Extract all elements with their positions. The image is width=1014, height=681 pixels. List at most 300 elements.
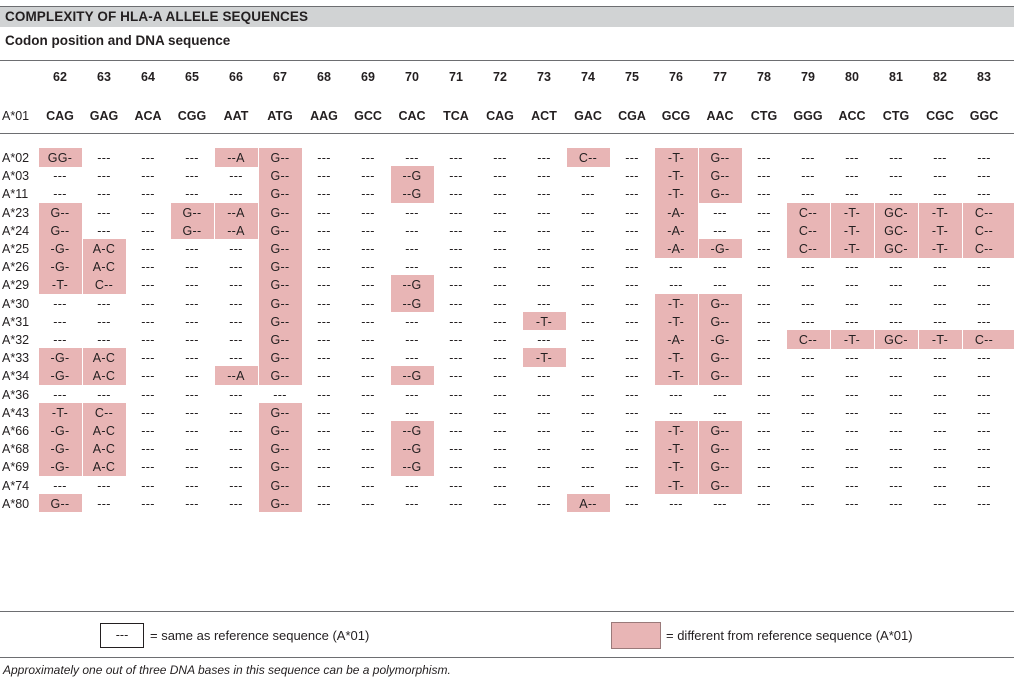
sequence-cell: G-- bbox=[270, 205, 290, 220]
sequence-cell: --- bbox=[493, 242, 507, 256]
reference-codon: TCA bbox=[443, 109, 469, 123]
sequence-cell: G-- bbox=[710, 460, 730, 475]
reference-codon: AAC bbox=[706, 109, 734, 123]
sequence-cell: --G bbox=[402, 442, 422, 457]
reference-codon: ACA bbox=[134, 109, 162, 123]
codon-header-74: 74 bbox=[581, 70, 595, 84]
sequence-cell: --- bbox=[977, 351, 991, 366]
sequence-cell: --- bbox=[141, 314, 155, 329]
codon-header-78: 78 bbox=[757, 70, 771, 84]
sequence-cell: --- bbox=[361, 223, 375, 238]
sequence-cell: --- bbox=[185, 169, 199, 184]
sequence-cell: --- bbox=[977, 314, 991, 329]
codon-header-75: 75 bbox=[625, 70, 639, 84]
sequence-cell: --- bbox=[97, 314, 111, 329]
reference-codon: ACC bbox=[838, 109, 866, 123]
reference-codon: ATG bbox=[267, 109, 293, 123]
sequence-cell: --- bbox=[581, 242, 595, 256]
sequence-cell: --- bbox=[141, 424, 155, 438]
sequence-cell: --- bbox=[53, 478, 67, 493]
sequence-cell: -T- bbox=[51, 405, 69, 420]
sequence-cell: --- bbox=[493, 278, 507, 293]
sequence-cell: G-- bbox=[50, 223, 70, 238]
sequence-cell: -T- bbox=[667, 460, 685, 475]
sequence-cell: --- bbox=[449, 187, 463, 202]
sequence-cell: --- bbox=[889, 460, 903, 475]
codon-header-82: 82 bbox=[933, 70, 947, 84]
sequence-cell: G-- bbox=[710, 314, 730, 329]
sequence-cell: --- bbox=[361, 496, 375, 511]
sequence-cell: --- bbox=[801, 351, 815, 366]
sequence-cell: --- bbox=[493, 205, 507, 220]
reference-codon: AAT bbox=[223, 109, 249, 123]
codon-header-73: 73 bbox=[537, 70, 551, 84]
sequence-cell: --- bbox=[933, 424, 947, 438]
sequence-cell: --- bbox=[933, 260, 947, 275]
sequence-cell: --- bbox=[537, 442, 551, 457]
sequence-cell: --- bbox=[889, 405, 903, 420]
sequence-cell: G-- bbox=[270, 478, 290, 493]
codon-header-80: 80 bbox=[845, 70, 859, 84]
sequence-cell: -A- bbox=[667, 333, 685, 347]
sequence-cell: --- bbox=[537, 460, 551, 475]
sequence-cell: --- bbox=[977, 442, 991, 457]
sequence-cell: --- bbox=[449, 205, 463, 220]
sequence-cell: --- bbox=[537, 169, 551, 184]
sequence-cell: --- bbox=[625, 151, 639, 165]
reference-codon: GAG bbox=[89, 109, 119, 123]
sequence-cell: -T- bbox=[667, 314, 685, 329]
sequence-cell: --- bbox=[933, 369, 947, 384]
allele-label: A*80 bbox=[2, 496, 30, 511]
allele-label: A*32 bbox=[2, 333, 30, 347]
sequence-cell: --G bbox=[402, 369, 422, 384]
sequence-cell: --- bbox=[449, 223, 463, 238]
sequence-cell: A-C bbox=[92, 424, 116, 438]
table-title: COMPLEXITY OF HLA-A ALLELE SEQUENCES bbox=[5, 9, 309, 24]
sequence-cell: --- bbox=[53, 169, 67, 184]
sequence-cell: --- bbox=[229, 314, 243, 329]
sequence-cell: G-- bbox=[270, 278, 290, 293]
sequence-cell: --- bbox=[361, 278, 375, 293]
sequence-cell: --- bbox=[625, 442, 639, 457]
sequence-cell: --- bbox=[185, 260, 199, 275]
sequence-cell: --- bbox=[889, 424, 903, 438]
sequence-cell: G-- bbox=[270, 351, 290, 366]
allele-label: A*02 bbox=[2, 151, 30, 165]
sequence-cell: --- bbox=[581, 260, 595, 275]
sequence-cell: --- bbox=[405, 151, 419, 165]
sequence-cell: --- bbox=[361, 478, 375, 493]
sequence-cell: --- bbox=[933, 460, 947, 475]
sequence-cell: G-- bbox=[710, 187, 730, 202]
table-title-bar bbox=[0, 6, 1014, 27]
sequence-cell: G-- bbox=[710, 478, 730, 493]
sequence-cell: GG- bbox=[47, 151, 73, 165]
sequence-cell: --- bbox=[801, 478, 815, 493]
sequence-cell: --- bbox=[229, 496, 243, 511]
sequence-cell: --- bbox=[977, 460, 991, 475]
sequence-cell: --- bbox=[273, 387, 287, 402]
sequence-cell: --- bbox=[493, 387, 507, 402]
sequence-cell: --- bbox=[625, 187, 639, 202]
sequence-cell: --- bbox=[977, 278, 991, 293]
sequence-cell: --- bbox=[229, 333, 243, 347]
sequence-cell: --- bbox=[361, 242, 375, 256]
divider-legend-top bbox=[0, 611, 1014, 612]
sequence-cell: --- bbox=[493, 187, 507, 202]
sequence-cell: --- bbox=[141, 223, 155, 238]
reference-codon: CTG bbox=[750, 109, 778, 123]
sequence-cell: --- bbox=[53, 187, 67, 202]
sequence-cell: G-- bbox=[270, 223, 290, 238]
sequence-cell: G-- bbox=[270, 333, 290, 347]
sequence-cell: --- bbox=[493, 223, 507, 238]
sequence-cell: --- bbox=[229, 442, 243, 457]
sequence-cell: --- bbox=[449, 496, 463, 511]
sequence-cell: --- bbox=[889, 369, 903, 384]
sequence-cell: --- bbox=[229, 351, 243, 366]
sequence-cell: --- bbox=[801, 169, 815, 184]
sequence-cell: --- bbox=[669, 496, 683, 511]
sequence-cell: --- bbox=[361, 351, 375, 366]
sequence-cell: --- bbox=[933, 442, 947, 457]
sequence-cell: --- bbox=[801, 151, 815, 165]
sequence-cell: -G- bbox=[50, 260, 70, 275]
codon-header-65: 65 bbox=[185, 70, 199, 84]
sequence-cell: --- bbox=[669, 278, 683, 293]
sequence-cell: --- bbox=[889, 442, 903, 457]
sequence-cell: --- bbox=[317, 314, 331, 329]
sequence-cell: --- bbox=[581, 278, 595, 293]
sequence-cell: G-- bbox=[270, 424, 290, 438]
sequence-cell: --- bbox=[405, 387, 419, 402]
sequence-cell: --- bbox=[185, 424, 199, 438]
sequence-cell: --- bbox=[141, 242, 155, 256]
codon-header-62: 62 bbox=[53, 70, 67, 84]
sequence-cell: --- bbox=[801, 442, 815, 457]
sequence-cell: --- bbox=[537, 405, 551, 420]
sequence-cell: --- bbox=[845, 278, 859, 293]
sequence-cell: --- bbox=[801, 405, 815, 420]
sequence-cell: --- bbox=[361, 405, 375, 420]
sequence-cell: --- bbox=[317, 442, 331, 457]
sequence-cell: --- bbox=[537, 205, 551, 220]
sequence-cell: --- bbox=[53, 387, 67, 402]
sequence-cell: --- bbox=[845, 496, 859, 511]
sequence-cell: --- bbox=[53, 333, 67, 347]
sequence-cell: --- bbox=[757, 442, 771, 457]
sequence-cell: --- bbox=[537, 387, 551, 402]
sequence-cell: --- bbox=[97, 187, 111, 202]
sequence-cell: --- bbox=[625, 405, 639, 420]
legend-different-label: = different from reference sequence (A*01) bbox=[666, 628, 913, 643]
sequence-cell: --- bbox=[625, 460, 639, 475]
sequence-cell: GC- bbox=[884, 223, 908, 238]
allele-label: A*26 bbox=[2, 260, 30, 275]
sequence-cell: --- bbox=[757, 260, 771, 275]
sequence-cell: G-- bbox=[270, 496, 290, 511]
sequence-cell: --- bbox=[977, 496, 991, 511]
sequence-cell: --- bbox=[845, 151, 859, 165]
sequence-cell: --- bbox=[757, 496, 771, 511]
sequence-cell: --- bbox=[449, 169, 463, 184]
sequence-cell: --- bbox=[141, 351, 155, 366]
sequence-cell: C-- bbox=[578, 151, 598, 165]
sequence-cell: --- bbox=[977, 151, 991, 165]
sequence-cell: --- bbox=[537, 260, 551, 275]
sequence-cell: -G- bbox=[50, 369, 70, 384]
reference-codon: GCC bbox=[354, 109, 382, 123]
sequence-cell: --- bbox=[229, 478, 243, 493]
allele-label: A*33 bbox=[2, 351, 30, 366]
sequence-cell: --- bbox=[449, 351, 463, 366]
sequence-cell: G-- bbox=[270, 151, 290, 165]
sequence-cell: --- bbox=[889, 478, 903, 493]
sequence-cell: --- bbox=[889, 351, 903, 366]
sequence-cell: --- bbox=[977, 405, 991, 420]
sequence-cell: --- bbox=[625, 296, 639, 311]
sequence-cell: A-C bbox=[92, 242, 116, 256]
sequence-cell: --- bbox=[317, 405, 331, 420]
sequence-cell: --- bbox=[141, 496, 155, 511]
sequence-cell: --- bbox=[185, 242, 199, 256]
sequence-cell: --- bbox=[493, 369, 507, 384]
sequence-cell: -T- bbox=[843, 205, 861, 220]
sequence-cell: G-- bbox=[182, 205, 202, 220]
sequence-cell: G-- bbox=[270, 187, 290, 202]
sequence-cell: --- bbox=[185, 369, 199, 384]
sequence-cell: --- bbox=[625, 205, 639, 220]
sequence-cell: G-- bbox=[270, 169, 290, 184]
sequence-cell: --- bbox=[185, 278, 199, 293]
sequence-cell: --- bbox=[757, 296, 771, 311]
sequence-cell: --- bbox=[185, 314, 199, 329]
sequence-cell: G-- bbox=[270, 260, 290, 275]
sequence-cell: --- bbox=[185, 187, 199, 202]
sequence-cell: --- bbox=[713, 260, 727, 275]
sequence-cell: -T- bbox=[931, 223, 949, 238]
sequence-cell: C-- bbox=[94, 278, 114, 293]
sequence-cell: --- bbox=[889, 296, 903, 311]
sequence-cell: --- bbox=[141, 205, 155, 220]
sequence-cell: --- bbox=[757, 242, 771, 256]
sequence-cell: --- bbox=[361, 387, 375, 402]
sequence-cell: --- bbox=[185, 296, 199, 311]
sequence-cell: G-- bbox=[270, 242, 290, 256]
sequence-cell: --- bbox=[933, 387, 947, 402]
sequence-cell: --- bbox=[933, 405, 947, 420]
sequence-cell: --- bbox=[977, 187, 991, 202]
codon-header-71: 71 bbox=[449, 70, 463, 84]
legend-same-swatch: --- bbox=[100, 623, 144, 648]
footnote: Approximately one out of three DNA bases in this sequence can be a polymorphism. bbox=[3, 663, 451, 677]
sequence-cell: --- bbox=[97, 387, 111, 402]
reference-codon: GGC bbox=[969, 109, 999, 123]
allele-label: A*24 bbox=[2, 223, 30, 238]
sequence-cell: --- bbox=[757, 387, 771, 402]
sequence-cell: --- bbox=[713, 496, 727, 511]
sequence-cell: --- bbox=[405, 333, 419, 347]
sequence-cell: --- bbox=[229, 278, 243, 293]
sequence-cell: --- bbox=[669, 260, 683, 275]
sequence-cell: --- bbox=[845, 387, 859, 402]
sequence-cell: -T- bbox=[843, 242, 861, 256]
sequence-cell: --- bbox=[889, 496, 903, 511]
sequence-cell: --- bbox=[141, 369, 155, 384]
codon-header-72: 72 bbox=[493, 70, 507, 84]
sequence-cell: --- bbox=[581, 369, 595, 384]
sequence-cell: --- bbox=[713, 205, 727, 220]
sequence-cell: --- bbox=[801, 296, 815, 311]
sequence-cell: A-C bbox=[92, 442, 116, 457]
sequence-cell: --- bbox=[493, 169, 507, 184]
legend-same-label: = same as reference sequence (A*01) bbox=[150, 628, 370, 643]
sequence-cell: --- bbox=[317, 496, 331, 511]
sequence-cell: G-- bbox=[710, 442, 730, 457]
sequence-cell: --- bbox=[97, 151, 111, 165]
sequence-cell: --G bbox=[402, 424, 422, 438]
sequence-cell: --- bbox=[449, 424, 463, 438]
sequence-cell: -A- bbox=[667, 242, 685, 256]
sequence-cell: --- bbox=[757, 478, 771, 493]
sequence-cell: G-- bbox=[710, 369, 730, 384]
sequence-cell: -G- bbox=[50, 424, 70, 438]
sequence-cell: --- bbox=[757, 333, 771, 347]
sequence-cell: --- bbox=[317, 278, 331, 293]
sequence-cell: GC- bbox=[884, 242, 908, 256]
sequence-cell: --- bbox=[493, 351, 507, 366]
sequence-cell: --- bbox=[933, 296, 947, 311]
sequence-cell: --- bbox=[977, 260, 991, 275]
sequence-cell: G-- bbox=[710, 424, 730, 438]
sequence-cell: --- bbox=[669, 405, 683, 420]
sequence-cell: G-- bbox=[50, 205, 70, 220]
sequence-cell: --- bbox=[537, 151, 551, 165]
sequence-cell: --- bbox=[801, 278, 815, 293]
sequence-cell: --- bbox=[449, 478, 463, 493]
sequence-cell: --- bbox=[889, 169, 903, 184]
sequence-cell: --- bbox=[977, 169, 991, 184]
sequence-cell: A-C bbox=[92, 369, 116, 384]
sequence-cell: C-- bbox=[974, 242, 994, 256]
sequence-cell: --- bbox=[449, 442, 463, 457]
allele-label: A*03 bbox=[2, 169, 30, 184]
sequence-cell: --- bbox=[141, 260, 155, 275]
sequence-cell: --- bbox=[625, 369, 639, 384]
sequence-cell: --- bbox=[405, 496, 419, 511]
sequence-cell: --- bbox=[845, 460, 859, 475]
sequence-cell: -T- bbox=[535, 351, 553, 366]
sequence-cell: G-- bbox=[710, 296, 730, 311]
sequence-cell: --- bbox=[933, 169, 947, 184]
sequence-cell: --- bbox=[97, 496, 111, 511]
sequence-cell: --- bbox=[801, 187, 815, 202]
legend-different-swatch bbox=[611, 622, 661, 649]
sequence-cell: --- bbox=[977, 369, 991, 384]
sequence-cell: --- bbox=[845, 405, 859, 420]
sequence-cell: --- bbox=[317, 460, 331, 475]
sequence-cell: --- bbox=[449, 260, 463, 275]
sequence-cell: --- bbox=[141, 460, 155, 475]
sequence-cell: --- bbox=[581, 187, 595, 202]
codon-header-81: 81 bbox=[889, 70, 903, 84]
sequence-cell: --- bbox=[185, 387, 199, 402]
divider-top bbox=[0, 60, 1014, 61]
sequence-cell: --- bbox=[845, 424, 859, 438]
sequence-cell: --- bbox=[493, 314, 507, 329]
codon-header-77: 77 bbox=[713, 70, 727, 84]
sequence-cell: --A bbox=[227, 369, 245, 384]
sequence-cell: --- bbox=[405, 405, 419, 420]
sequence-cell: G-- bbox=[270, 296, 290, 311]
sequence-cell: --- bbox=[405, 314, 419, 329]
sequence-cell: --- bbox=[757, 151, 771, 165]
sequence-cell: --- bbox=[405, 260, 419, 275]
sequence-cell: GC- bbox=[884, 333, 908, 347]
codon-header-83: 83 bbox=[977, 70, 991, 84]
sequence-cell: --- bbox=[977, 387, 991, 402]
sequence-cell: --- bbox=[97, 223, 111, 238]
sequence-cell: -G- bbox=[50, 442, 70, 457]
sequence-cell: -A- bbox=[667, 205, 685, 220]
sequence-cell: --- bbox=[317, 260, 331, 275]
sequence-cell: --G bbox=[402, 460, 422, 475]
sequence-cell: -G- bbox=[710, 242, 730, 256]
sequence-cell: --- bbox=[757, 169, 771, 184]
sequence-cell: --- bbox=[933, 478, 947, 493]
sequence-cell: --- bbox=[493, 405, 507, 420]
codon-header-63: 63 bbox=[97, 70, 111, 84]
sequence-cell: --A bbox=[227, 151, 245, 165]
divider-header bbox=[0, 133, 1014, 134]
sequence-cell: --- bbox=[537, 496, 551, 511]
sequence-cell: A-- bbox=[579, 496, 597, 511]
sequence-cell: --- bbox=[361, 169, 375, 184]
sequence-cell: -T- bbox=[667, 296, 685, 311]
allele-label: A*68 bbox=[2, 442, 30, 457]
sequence-cell: --- bbox=[361, 424, 375, 438]
sequence-cell: A-C bbox=[92, 460, 116, 475]
sequence-cell: --- bbox=[493, 478, 507, 493]
sequence-cell: --- bbox=[405, 223, 419, 238]
reference-codon: AAG bbox=[310, 109, 338, 123]
sequence-cell: G-- bbox=[270, 314, 290, 329]
sequence-cell: --- bbox=[801, 369, 815, 384]
sequence-cell: --- bbox=[229, 387, 243, 402]
sequence-cell: --- bbox=[845, 260, 859, 275]
sequence-cell: --- bbox=[845, 314, 859, 329]
sequence-cell: --- bbox=[625, 223, 639, 238]
sequence-cell: --- bbox=[581, 387, 595, 402]
sequence-cell: --- bbox=[581, 169, 595, 184]
sequence-cell: --- bbox=[185, 442, 199, 457]
sequence-cell: --- bbox=[53, 314, 67, 329]
sequence-cell: --- bbox=[317, 242, 331, 256]
codon-header-67: 67 bbox=[273, 70, 287, 84]
sequence-cell: --- bbox=[449, 151, 463, 165]
sequence-cell: --- bbox=[493, 333, 507, 347]
sequence-cell: --- bbox=[493, 460, 507, 475]
allele-label: A*66 bbox=[2, 424, 30, 438]
sequence-cell: --- bbox=[229, 169, 243, 184]
sequence-cell: --- bbox=[933, 496, 947, 511]
reference-codon: ACT bbox=[531, 109, 557, 123]
sequence-cell: C-- bbox=[798, 333, 818, 347]
sequence-cell: -T- bbox=[535, 314, 553, 329]
sequence-cell: --- bbox=[933, 314, 947, 329]
sequence-cell: --- bbox=[361, 314, 375, 329]
